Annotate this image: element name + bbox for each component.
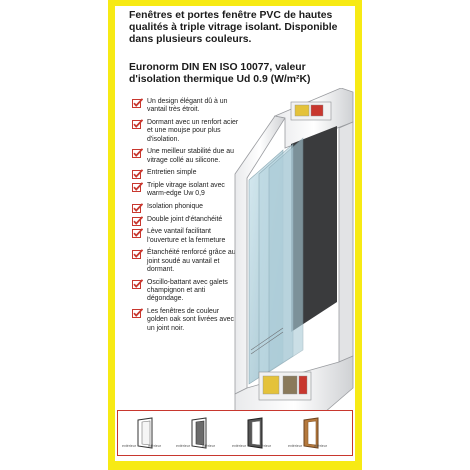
feature-text: Oscillo-battant avec galets champignon et anti dégondage.: [147, 278, 228, 303]
norm-text: Euronorm DIN EN ISO 10077, valeur d'isolation thermique Ud 0.9 (W/m²K): [129, 62, 311, 86]
feature-text: Les fenêtres de couleur golden oak sont livrées avec un joint noir.: [147, 308, 234, 332]
check-icon: [132, 203, 143, 214]
check-icon: [132, 98, 143, 109]
feature-text: Un design élégant dû à un vantail très étroit.: [147, 98, 228, 114]
check-icon: [132, 308, 143, 319]
feature-text: Isolation phonique: [147, 203, 203, 210]
variant-label: extérieur: [232, 444, 246, 448]
check-icon: [132, 148, 143, 159]
color-variants-strip: [117, 410, 353, 456]
variant-label: intérieur: [258, 444, 271, 448]
feature-text: Lève vantail facilitant l'ouverture et la fermeture: [147, 228, 226, 244]
feature-text: Étanchéité renforcé grâce au joint soudé au vantail et dormant.: [147, 249, 236, 273]
feature-text: Une meilleur stabilité due au vitrage collé au silicone.: [147, 148, 234, 164]
check-icon: [132, 216, 143, 227]
feature-text: Dormant avec un renfort acier et une moujse pour plus d'isolation.: [147, 119, 239, 143]
variant-label: extérieur: [122, 444, 136, 448]
check-icon: [132, 279, 143, 290]
check-icon: [132, 182, 143, 193]
check-icon: [132, 249, 143, 260]
variant-label: extérieur: [176, 444, 190, 448]
feature-text: Triple vitrage isolant avec warm-edge Uw 0,9: [147, 182, 225, 198]
variant-label: intérieur: [202, 444, 215, 448]
feature-text: Double joint d'étanchéité: [147, 215, 223, 223]
variant-label: extérieur: [288, 444, 302, 448]
window-profile-cross-section: [213, 88, 355, 412]
check-icon: [132, 169, 143, 180]
check-icon: [132, 119, 143, 130]
headline-text: Fenêtres et portes fenêtre PVC de hautes qualités à triple vitrage isolant. Disponible dans plusieurs couleurs.: [129, 10, 338, 46]
variant-label: intérieur: [314, 444, 327, 448]
product-card: [115, 6, 355, 461]
variant-label: intérieur: [148, 444, 161, 448]
feature-text: Entretien simple: [147, 169, 197, 177]
check-icon: [132, 228, 143, 239]
